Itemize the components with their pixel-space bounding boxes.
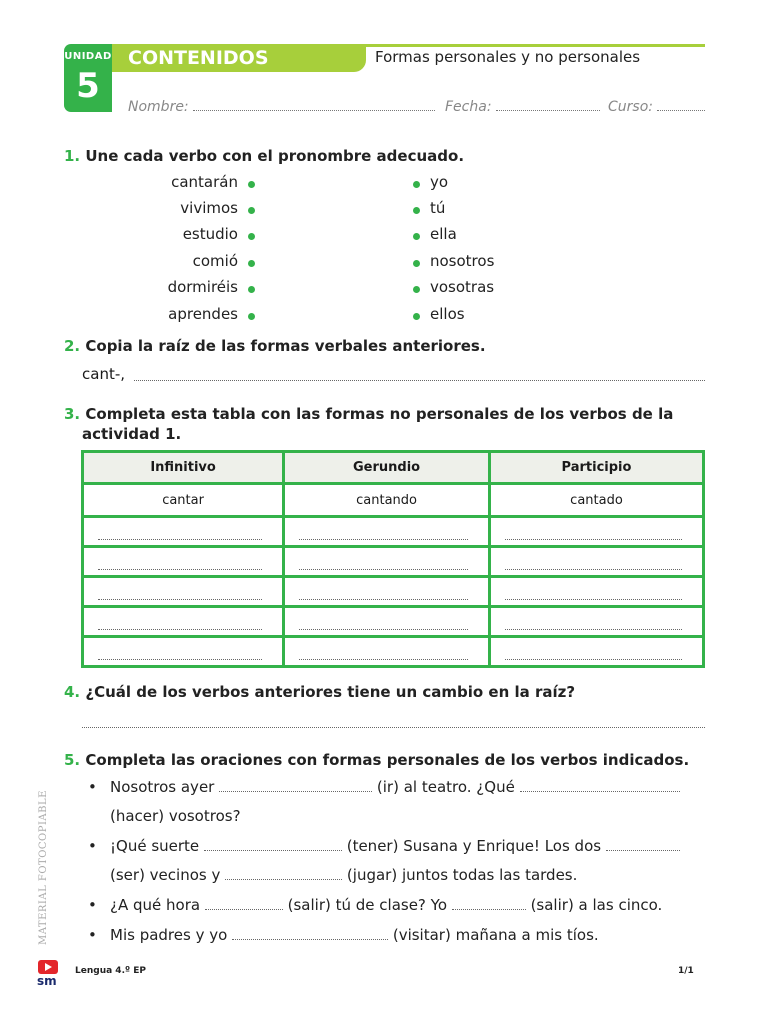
sentence-text: Nosotros ayer bbox=[110, 778, 215, 796]
match-dot-left[interactable] bbox=[248, 207, 255, 214]
answer-blank[interactable] bbox=[520, 777, 680, 792]
answer-cell[interactable] bbox=[284, 517, 490, 547]
bullet-icon: • bbox=[88, 896, 97, 914]
sentence-2 bbox=[88, 836, 680, 855]
answer-cell[interactable] bbox=[83, 607, 284, 637]
verb-item: dormiréis bbox=[167, 278, 238, 296]
table-row bbox=[83, 517, 704, 547]
answer-blank[interactable] bbox=[232, 925, 388, 940]
answer-cell[interactable] bbox=[284, 547, 490, 577]
pronoun-item: vosotras bbox=[430, 278, 495, 296]
answer-cell[interactable] bbox=[284, 577, 490, 607]
match-dot-right[interactable] bbox=[413, 313, 420, 320]
answer-cell[interactable] bbox=[83, 637, 284, 667]
publisher-name: sm bbox=[37, 974, 57, 988]
pronoun-item: yo bbox=[430, 173, 449, 191]
verb-item: vivimos bbox=[180, 199, 238, 217]
question-5 bbox=[64, 751, 689, 769]
verb-item: aprendes bbox=[168, 305, 238, 323]
bullet-icon: • bbox=[88, 778, 97, 796]
question-2 bbox=[64, 337, 486, 355]
match-dot-left[interactable] bbox=[248, 181, 255, 188]
verb-item: comió bbox=[192, 252, 238, 270]
answer-blank[interactable] bbox=[606, 836, 680, 851]
answer-blank[interactable] bbox=[219, 777, 372, 792]
publisher-logo bbox=[38, 960, 58, 974]
pronoun-item: nosotros bbox=[430, 252, 495, 270]
side-watermark: MATERIAL FOTOCOPIABLE bbox=[38, 790, 49, 945]
answer-cell[interactable] bbox=[83, 547, 284, 577]
verb-item: estudio bbox=[182, 225, 238, 243]
question-4 bbox=[64, 683, 575, 701]
sentence-text: (salir) a las cinco. bbox=[530, 896, 663, 914]
answer-blank[interactable] bbox=[452, 895, 526, 910]
footer-course: Lengua 4.º EP bbox=[75, 966, 146, 976]
question-number: 1. bbox=[64, 147, 81, 165]
unit-badge bbox=[64, 44, 112, 112]
date-label: Fecha: bbox=[445, 99, 492, 115]
table-row bbox=[83, 637, 704, 667]
question-3 bbox=[64, 405, 673, 423]
match-dot-right[interactable] bbox=[413, 181, 420, 188]
table-row bbox=[83, 547, 704, 577]
section-title: CONTENIDOS BÁSICOS bbox=[112, 44, 366, 72]
answer-cell[interactable] bbox=[489, 547, 703, 577]
table-cell: cantar bbox=[83, 484, 284, 517]
column-header-infinitivo: Infinitivo bbox=[83, 452, 284, 484]
course-field[interactable] bbox=[608, 98, 705, 115]
match-dot-right[interactable] bbox=[413, 233, 420, 240]
answer-cell[interactable] bbox=[284, 607, 490, 637]
question-text: Une cada verbo con el pronombre adecuado. bbox=[85, 147, 465, 165]
date-field[interactable] bbox=[445, 98, 600, 115]
question-text: Completa las oraciones con formas personales de los verbos indicados. bbox=[85, 751, 690, 769]
pronoun-item: tú bbox=[430, 199, 446, 217]
column-header-gerundio: Gerundio bbox=[284, 452, 490, 484]
question-text: Completa esta tabla con las formas no personales de los verbos de la bbox=[85, 405, 674, 423]
table-row bbox=[83, 577, 704, 607]
table-row bbox=[83, 484, 704, 517]
course-line bbox=[657, 98, 705, 111]
sentence-text: (visitar) mañana a mis tíos. bbox=[392, 926, 599, 944]
play-icon bbox=[45, 963, 52, 971]
sentence-text: ¿A qué hora bbox=[110, 896, 201, 914]
match-dot-left[interactable] bbox=[248, 313, 255, 320]
question-number: 4. bbox=[64, 683, 81, 701]
page-number: 1/1 bbox=[678, 966, 694, 976]
answer-cell[interactable] bbox=[489, 577, 703, 607]
sentence-text: (salir) tú de clase? Yo bbox=[287, 896, 448, 914]
verb-forms-table bbox=[81, 450, 705, 668]
match-dot-left[interactable] bbox=[248, 286, 255, 293]
page-subtitle: Formas personales y no personales bbox=[375, 48, 641, 66]
match-dot-left[interactable] bbox=[248, 233, 255, 240]
table-row bbox=[83, 607, 704, 637]
date-line bbox=[496, 98, 600, 111]
answer-blank[interactable] bbox=[225, 865, 342, 880]
pronoun-item: ellos bbox=[430, 305, 465, 323]
question-text: ¿Cuál de los verbos anteriores tiene un cambio en la raíz? bbox=[85, 683, 576, 701]
bullet-icon: • bbox=[88, 926, 97, 944]
table-cell: cantando bbox=[284, 484, 490, 517]
answer-blank[interactable] bbox=[204, 836, 342, 851]
answer-cell[interactable] bbox=[489, 517, 703, 547]
sentence-3 bbox=[88, 895, 662, 914]
question-text: Copia la raíz de las formas verbales anteriores. bbox=[85, 337, 486, 355]
name-line bbox=[193, 98, 435, 111]
match-dot-right[interactable] bbox=[413, 260, 420, 267]
table-header-row bbox=[83, 452, 704, 484]
sentence-text: ¡Qué suerte bbox=[110, 837, 200, 855]
name-field[interactable] bbox=[128, 98, 435, 115]
sentence-text: (ir) al teatro. ¿Qué bbox=[376, 778, 515, 796]
question-number: 3. bbox=[64, 405, 81, 423]
answer-cell[interactable] bbox=[284, 637, 490, 667]
answer-start: cant-, bbox=[82, 365, 126, 383]
table-cell: cantado bbox=[489, 484, 703, 517]
match-dot-right[interactable] bbox=[413, 207, 420, 214]
sentence-2-continued bbox=[110, 865, 577, 884]
match-dot-right[interactable] bbox=[413, 286, 420, 293]
answer-cell[interactable] bbox=[83, 577, 284, 607]
question-3-continued: actividad 1. bbox=[82, 425, 182, 443]
unit-label: UNIDAD bbox=[64, 51, 112, 62]
match-dot-left[interactable] bbox=[248, 260, 255, 267]
sentence-1 bbox=[88, 777, 680, 796]
answer-line-q2[interactable] bbox=[134, 368, 705, 381]
sentence-text: Mis padres y yo bbox=[110, 926, 228, 944]
answer-cell[interactable] bbox=[489, 637, 703, 667]
question-1 bbox=[64, 147, 464, 165]
sentence-text: (ser) vecinos y bbox=[110, 866, 221, 884]
course-label: Curso: bbox=[608, 99, 653, 115]
sentence-text: (tener) Susana y Enrique! Los dos bbox=[346, 837, 602, 855]
column-header-participio: Participio bbox=[489, 452, 703, 484]
answer-line-q4[interactable] bbox=[82, 715, 705, 728]
sentence-4 bbox=[88, 925, 599, 944]
verb-item: cantarán bbox=[171, 173, 238, 191]
answer-blank[interactable] bbox=[205, 895, 283, 910]
sentence-text: (jugar) juntos todas las tardes. bbox=[346, 866, 578, 884]
unit-number: 5 bbox=[76, 66, 100, 106]
question-number: 5. bbox=[64, 751, 81, 769]
bullet-icon: • bbox=[88, 837, 97, 855]
name-label: Nombre: bbox=[128, 99, 189, 115]
answer-cell[interactable] bbox=[83, 517, 284, 547]
pronoun-item: ella bbox=[430, 225, 457, 243]
question-number: 2. bbox=[64, 337, 81, 355]
answer-cell[interactable] bbox=[489, 607, 703, 637]
sentence-text: (hacer) vosotros? bbox=[110, 807, 241, 825]
